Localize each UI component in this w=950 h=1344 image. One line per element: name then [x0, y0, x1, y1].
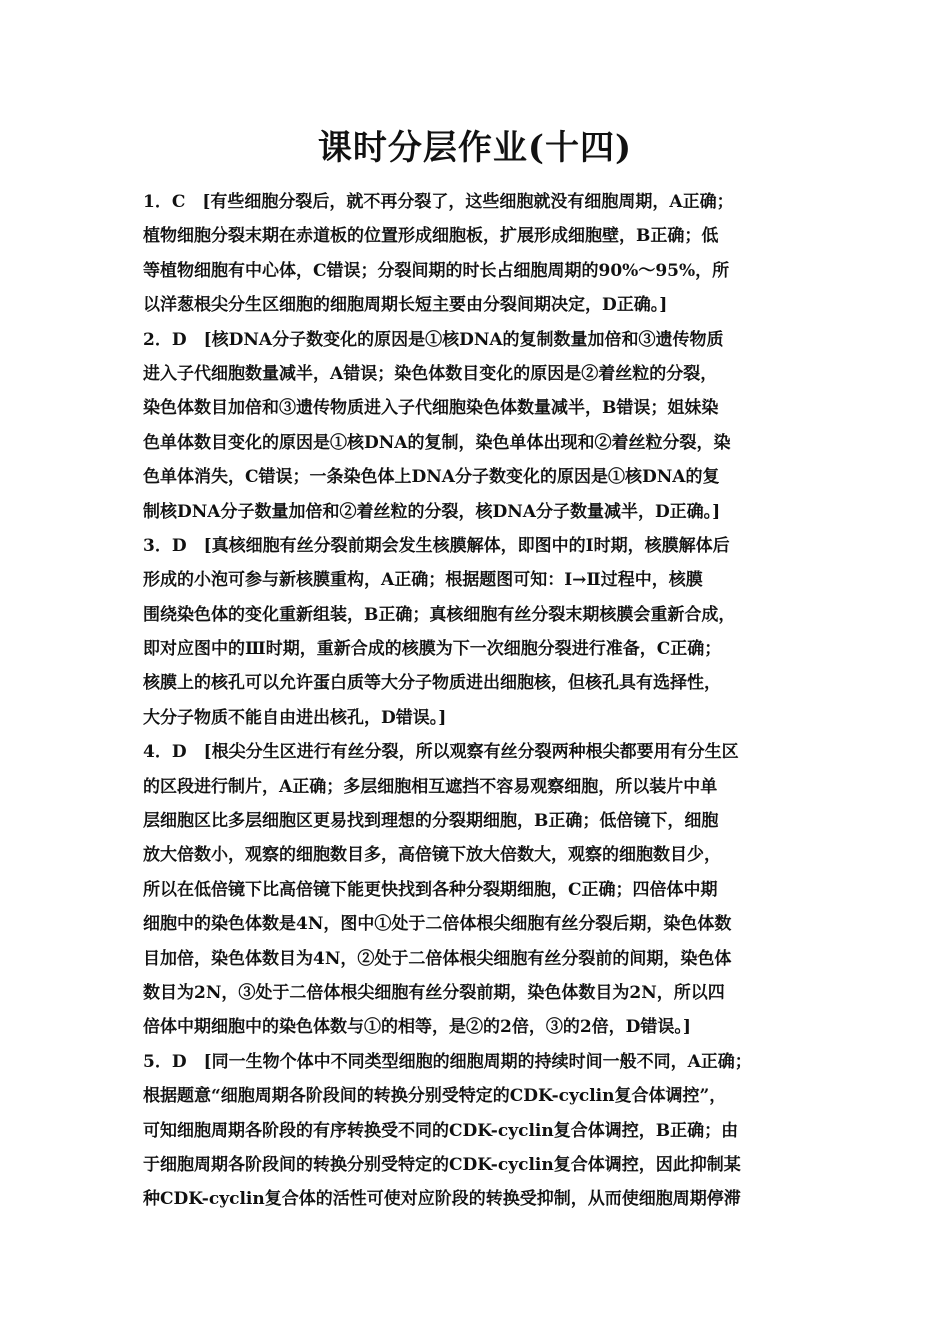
text-line: 以洋葱根尖分生区细胞的细胞周期长短主要由分裂间期决定，D正确。]	[143, 295, 668, 316]
text-line: 植物细胞分裂末期在赤道板的位置形成细胞板，扩展形成细胞壁，B正确；低	[143, 226, 719, 247]
text-line: 3．D [真核细胞有丝分裂前期会发生核膜解体，即图中的Ⅰ时期，核膜解体后	[143, 535, 730, 556]
text-line: 大分子物质不能自由进出核孔，D错误。]	[143, 707, 447, 728]
text-line: 放大倍数小，观察的细胞数目多，高倍镜下放大倍数大，观察的细胞数目少，	[143, 845, 721, 866]
text-line: 核膜上的核孔可以允许蛋白质等大分子物质进出细胞核，但核孔具有选择性，	[143, 673, 721, 694]
text-line: 所以在低倍镜下比高倍镜下能更快找到各种分裂期细胞，C正确；四倍体中期	[143, 879, 718, 900]
text-line: 色单体消失，C错误；一条染色体上DNA分子数变化的原因是①核DNA的复	[143, 467, 720, 488]
text-line: 等植物细胞有中心体，C错误；分裂间期的时长占细胞周期的90%～95%，所	[143, 260, 730, 281]
text-line: 种CDK-cyclin复合体的活性可使对应阶段的转换受抑制，从而使细胞周期停滞	[143, 1189, 741, 1210]
text-line: 即对应图中的Ⅲ时期，重新合成的核膜为下一次细胞分裂进行准备，C正确；	[143, 639, 722, 660]
text-line: 染色体数目加倍和③遗传物质进入子代细胞染色体数量减半，B错误；姐妹染	[143, 398, 719, 419]
text-line: 色单体数目变化的原因是①核DNA的复制，染色单体出现和②着丝粒分裂，染	[143, 432, 731, 453]
text-line: 于细胞周期各阶段间的转换分别受特定的CDK-cyclin复合体调控，因此抑制某	[143, 1154, 741, 1175]
text-line: 制核DNA分子数量加倍和②着丝粒的分裂，核DNA分子数量减半，D正确。]	[143, 501, 721, 522]
text-line: 细胞中的染色体数是4N，图中①处于二倍体根尖细胞有丝分裂后期，染色体数	[143, 914, 732, 935]
text-line: 4．D [根尖分生区进行有丝分裂，所以观察有丝分裂两种根尖都要用有分生区	[143, 742, 739, 763]
text-line: 2．D [核DNA分子数变化的原因是①核DNA的复制数量加倍和③遗传物质	[143, 329, 724, 350]
text-line: 5．D [同一生物个体中不同类型细胞的细胞周期的持续时间一般不同，A正确；	[143, 1051, 752, 1072]
text-line: 根据题意“细胞周期各阶段间的转换分别受特定的CDK-cyclin复合体调控”，	[143, 1086, 727, 1107]
answer-body	[143, 185, 823, 1217]
text-line: 1．C [有些细胞分裂后，就不再分裂了，这些细胞就没有细胞周期，A正确；	[143, 192, 734, 212]
text-line: 数目为2N，③处于二倍体根尖细胞有丝分裂前期，染色体数目为2N，所以四	[143, 982, 725, 1003]
text-line: 可知细胞周期各阶段的有序转换受不同的CDK-cyclin复合体调控，B正确；由	[143, 1120, 739, 1141]
text-line: 形成的小泡可参与新核膜重构，A正确；根据题图可知：Ⅰ→Ⅱ过程中，核膜	[143, 570, 703, 591]
text-line: 的区段进行制片，A正确；多层细胞相互遮挡不容易观察细胞，所以装片中单	[143, 776, 718, 797]
page-title: 课时分层作业(十四)	[317, 128, 633, 168]
text-line: 进入子代细胞数量减半，A错误；染色体数目变化的原因是②着丝粒的分裂，	[143, 363, 718, 384]
text-line: 倍体中期细胞中的染色体数与①的相等，是②的2倍，③的2倍，D错误。]	[143, 1017, 691, 1038]
text-line: 围绕染色体的变化重新组装，B正确；真核细胞有丝分裂末期核膜会重新合成，	[143, 604, 736, 625]
text-line: 层细胞区比多层细胞区更易找到理想的分裂期细胞，B正确；低倍镜下，细胞	[143, 811, 719, 832]
text-line: 目加倍，染色体数目为4N，②处于二倍体根尖细胞有丝分裂前的间期，染色体	[143, 948, 732, 969]
